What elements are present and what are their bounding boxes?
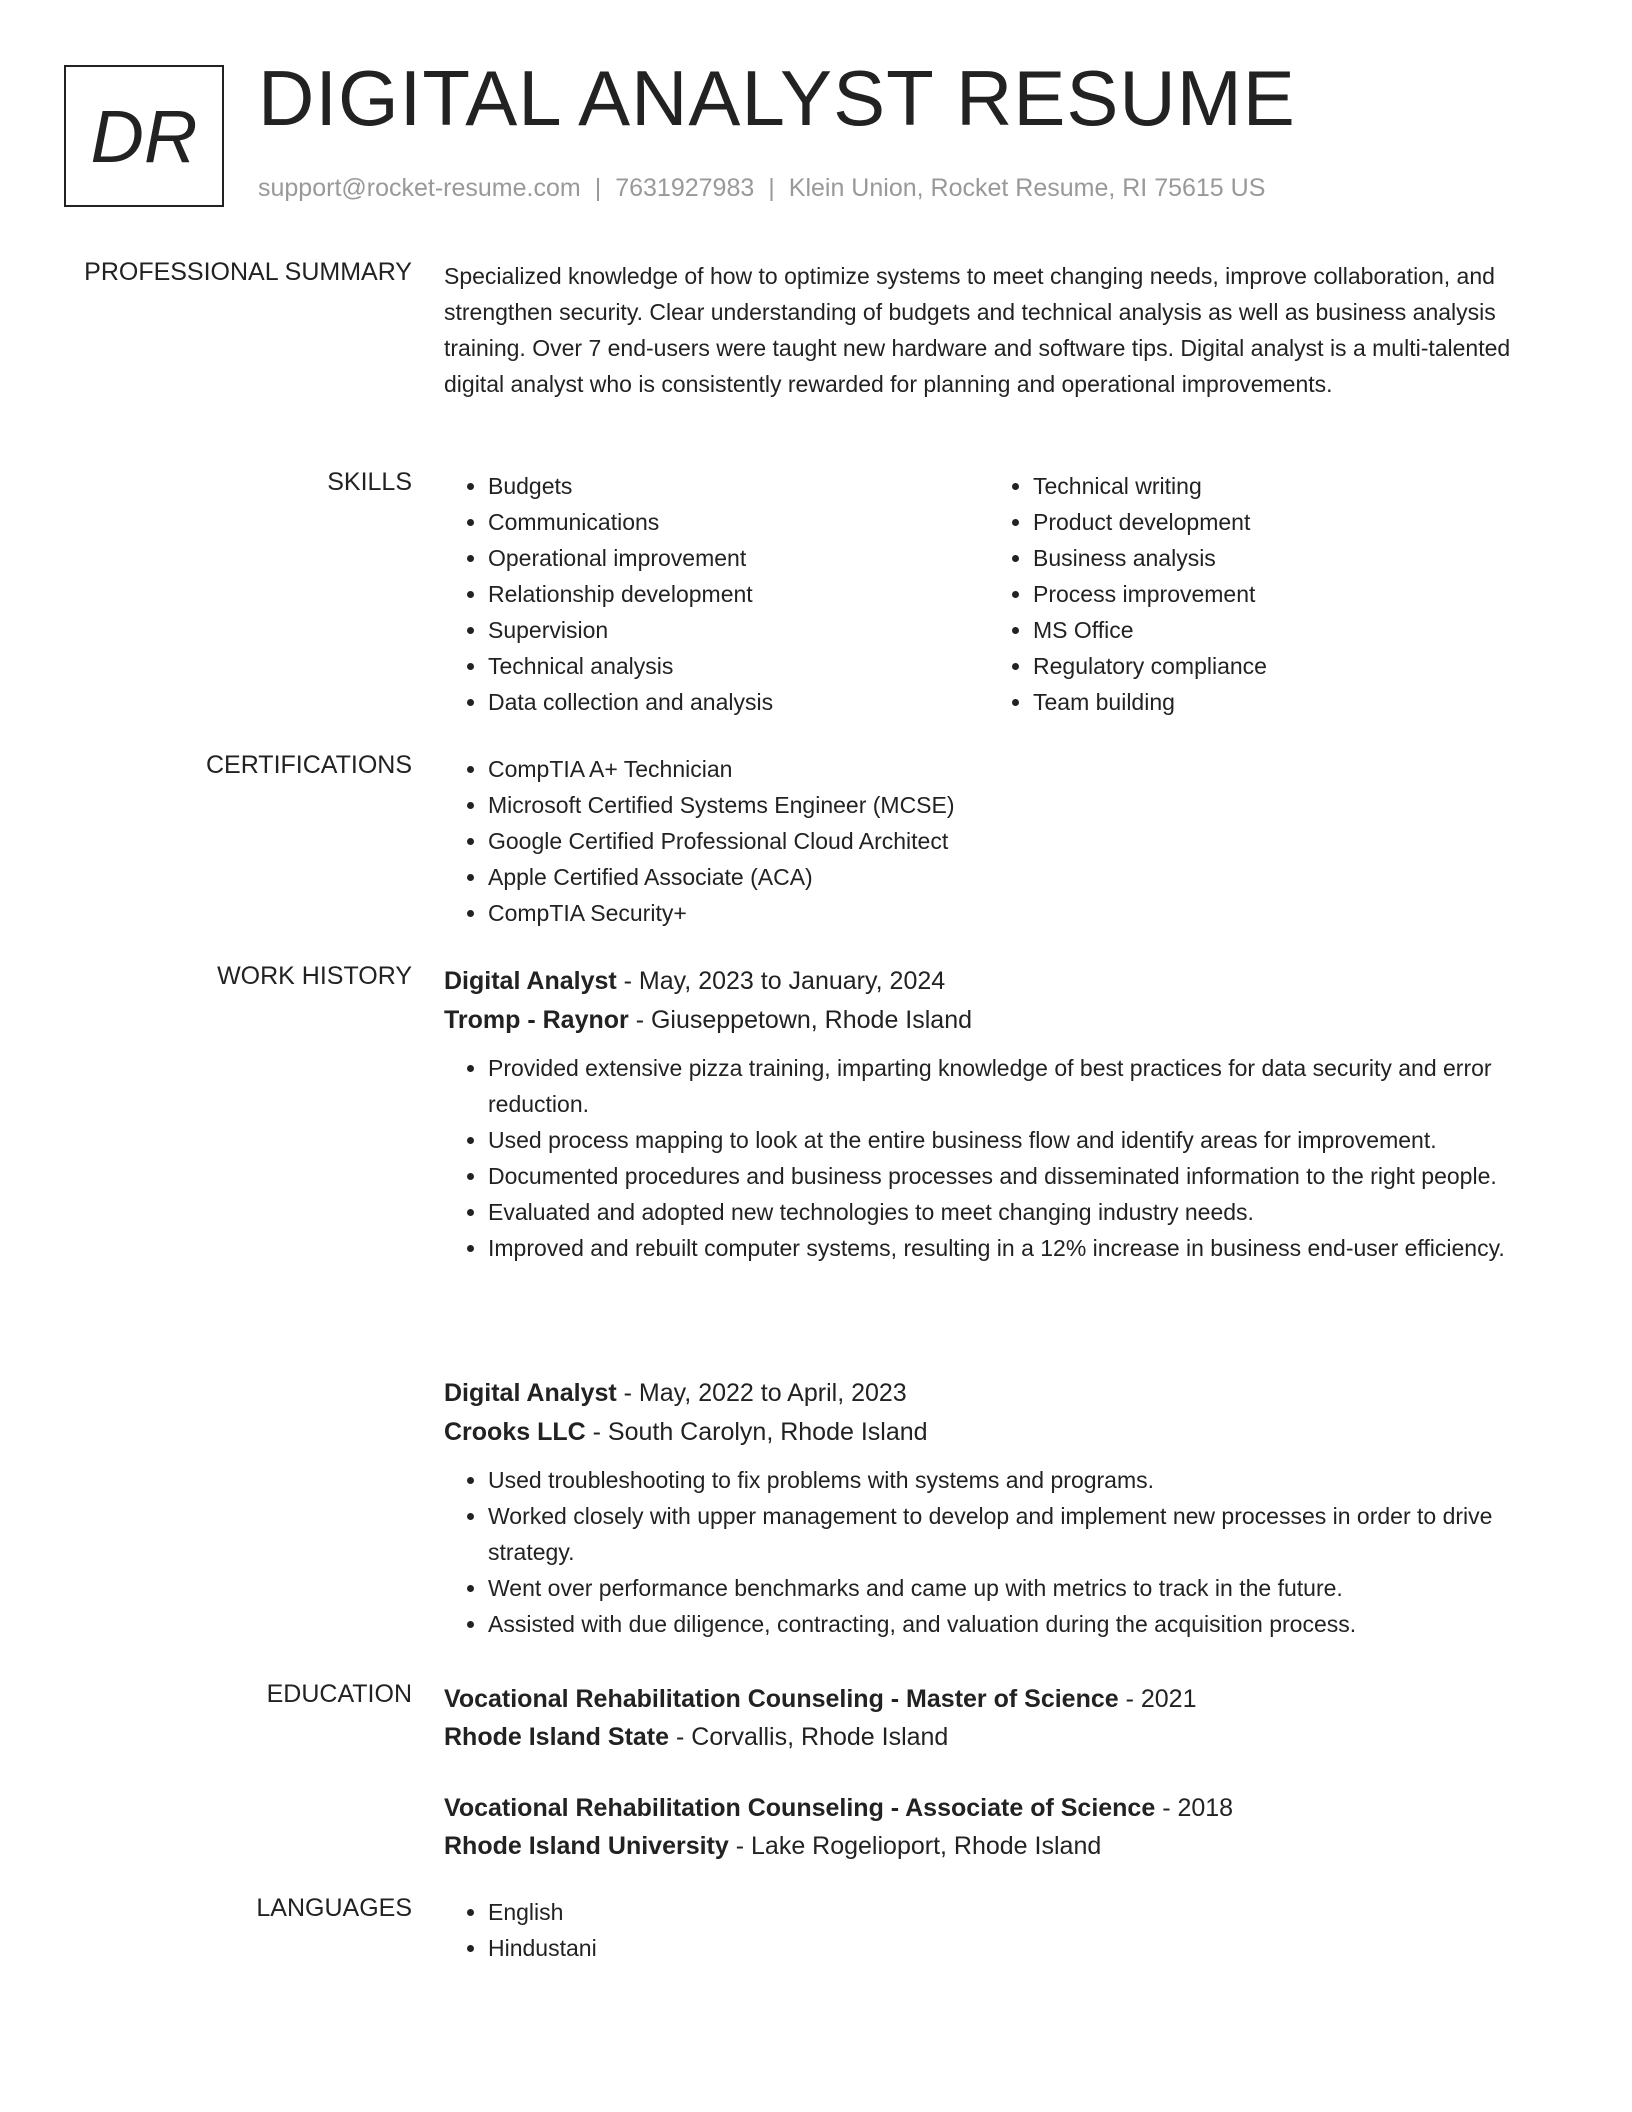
education-entry [444, 1680, 1534, 1756]
job-bullet: • Worked closely with upper management to develop and implement new processes in order to drive strategy. [488, 1498, 1534, 1570]
education-year: - 2018 [1155, 1794, 1234, 1822]
education-content [444, 1789, 1534, 1865]
education-degree-line [444, 1680, 1534, 1718]
certifications-list [444, 751, 1534, 931]
job-location: - South Carolyn, Rhode Island [585, 1418, 928, 1446]
skill-item: • Operational improvement [488, 540, 989, 576]
job-location: - Giuseppetown, Rhode Island [628, 1006, 973, 1034]
job-title-line [444, 1374, 1534, 1413]
job-bullets [444, 1462, 1534, 1642]
job-bullet: • Documented procedures and business processes and disseminated information to the right people. [488, 1158, 1534, 1194]
section-label-skills: SKILLS [327, 468, 412, 496]
contact-separator: | [594, 174, 602, 202]
skill-item: • Supervision [488, 612, 989, 648]
skill-item: • Process improvement [1033, 576, 1534, 612]
education-degree: Vocational Rehabilitation Counseling - Associate of Science [444, 1794, 1156, 1822]
contact-email: support@rocket-resume.com [258, 174, 581, 202]
job-company: Crooks LLC [444, 1418, 586, 1446]
skill-item: • Regulatory compliance [1033, 648, 1534, 684]
certification-item: • Apple Certified Associate (ACA) [488, 859, 1534, 895]
skill-item: • Business analysis [1033, 540, 1534, 576]
language-item: • Hindustani [488, 1930, 1534, 1966]
job-entry [444, 962, 1534, 1266]
skill-item: • Technical writing [1033, 468, 1534, 504]
languages-content [444, 1894, 1534, 1966]
certifications-content [444, 751, 1534, 931]
monogram-logo: DR [64, 65, 224, 207]
education-location: - Corvallis, Rhode Island [669, 1723, 949, 1751]
skills-list-right [989, 468, 1534, 720]
job-dates: - May, 2022 to April, 2023 [616, 1379, 907, 1407]
education-school-line [444, 1827, 1534, 1865]
job-bullet: • Improved and rebuilt computer systems, resulting in a 12% increase in business end-user efficiency. [488, 1230, 1534, 1266]
languages-list [444, 1894, 1534, 1966]
section-label-languages: LANGUAGES [256, 1894, 412, 1922]
work-history-content [444, 962, 1534, 1266]
contact-separator: | [768, 174, 775, 202]
job-bullet: • Used process mapping to look at the entire business flow and identify areas for improvement. [488, 1122, 1534, 1158]
education-entry [444, 1789, 1534, 1865]
certification-item: • Google Certified Professional Cloud Architect [488, 823, 1534, 859]
resume-title: DIGITAL ANALYST RESUME [258, 54, 1296, 142]
education-school-line [444, 1718, 1534, 1756]
skill-item: • Technical analysis [488, 648, 989, 684]
skills-columns [444, 468, 1534, 720]
skill-item: • Communications [488, 504, 989, 540]
job-entry [444, 1374, 1534, 1642]
job-company-line [444, 1413, 1534, 1452]
job-bullet: • Went over performance benchmarks and came up with metrics to track in the future. [488, 1570, 1534, 1606]
section-label-work-history: WORK HISTORY [217, 962, 412, 990]
education-year: - 2021 [1118, 1685, 1197, 1713]
education-degree-line [444, 1789, 1534, 1827]
job-dates: - May, 2023 to January, 2024 [616, 967, 946, 995]
job-title: Digital Analyst [444, 1379, 617, 1407]
job-title: Digital Analyst [444, 967, 617, 995]
job-bullets [444, 1050, 1534, 1266]
section-label-summary: PROFESSIONAL SUMMARY [84, 258, 412, 286]
certification-item: • CompTIA Security+ [488, 895, 1534, 931]
contact-line [258, 174, 1265, 203]
education-location: - Lake Rogelioport, Rhode Island [728, 1832, 1102, 1860]
job-bullet: • Used troubleshooting to fix problems with systems and programs. [488, 1462, 1534, 1498]
job-bullet: • Evaluated and adopted new technologies to meet changing industry needs. [488, 1194, 1534, 1230]
section-label-certifications: CERTIFICATIONS [205, 751, 412, 779]
skills-list-left [444, 468, 989, 720]
education-school: Rhode Island University [444, 1832, 729, 1860]
skill-item: • Relationship development [488, 576, 989, 612]
summary-content [444, 258, 1534, 402]
education-content [444, 1680, 1534, 1756]
skill-item: • Budgets [488, 468, 989, 504]
education-school: Rhode Island State [444, 1723, 670, 1751]
skill-item: • Data collection and analysis [488, 684, 989, 720]
contact-address: Klein Union, Rocket Resume, RI 75615 US [788, 174, 1266, 202]
skill-item: • Product development [1033, 504, 1534, 540]
skill-item: • Team building [1033, 684, 1534, 720]
job-company-line [444, 1001, 1534, 1040]
contact-phone: 7631927983 [615, 174, 755, 202]
certification-item: • Microsoft Certified Systems Engineer (MCSE) [488, 787, 1534, 823]
work-history-content [444, 1374, 1534, 1642]
summary-text: Specialized knowledge of how to optimize systems to meet changing needs, improve collaboration, and strengthen security. Clear understanding of budgets and technical analysis as well as business analysis training. Over 7 end-users were taught new hardware and software tips. Digital analyst is a multi-talented digital analyst who is consistently rewarded for planning and operational improvements. [444, 263, 1511, 397]
skill-item: • MS Office [1033, 612, 1534, 648]
education-degree: Vocational Rehabilitation Counseling - Master of Science [444, 1685, 1119, 1713]
job-bullet: • Assisted with due diligence, contracting, and valuation during the acquisition process. [488, 1606, 1534, 1642]
job-company: Tromp - Raynor [444, 1006, 629, 1034]
job-bullet: • Provided extensive pizza training, imparting knowledge of best practices for data security and error reduction. [488, 1050, 1534, 1122]
job-title-line [444, 962, 1534, 1001]
language-item: • English [488, 1894, 1534, 1930]
certification-item: • CompTIA A+ Technician [488, 751, 1534, 787]
section-label-education: EDUCATION [266, 1680, 412, 1708]
